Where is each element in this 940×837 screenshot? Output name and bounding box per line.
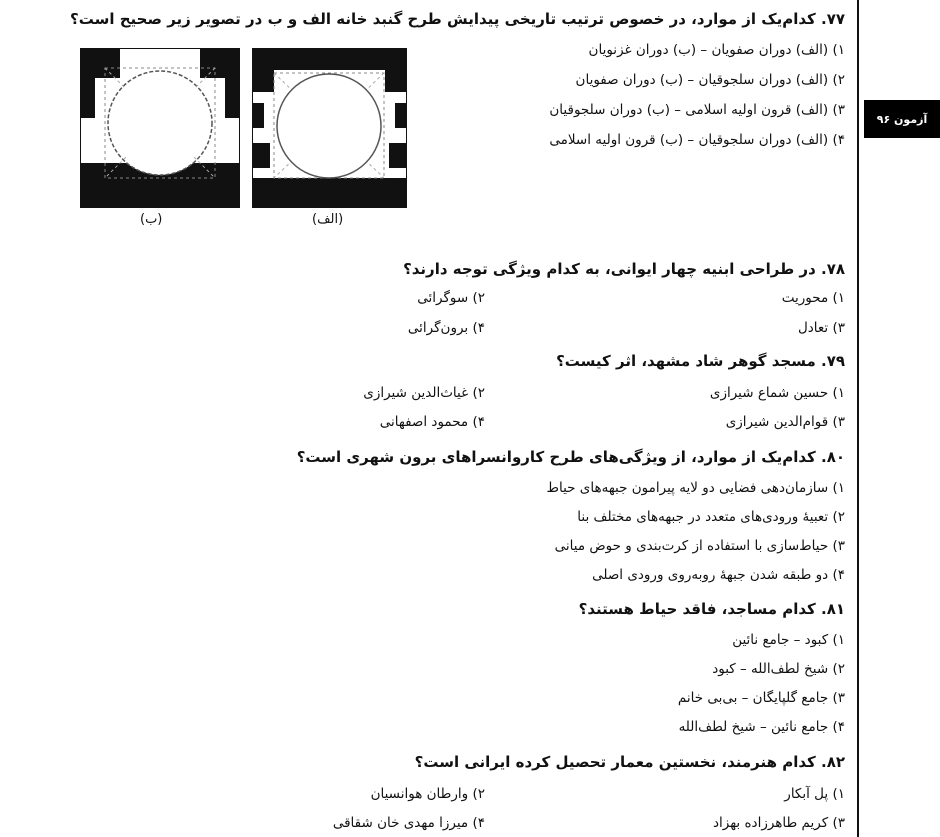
option[interactable]: ۲) شیخ لطف‌الله – کبود	[712, 661, 845, 677]
option[interactable]: ۲) تعبیهٔ ورودی‌های متعدد در جبهه‌های مختلف بنا	[577, 509, 845, 525]
question-title: ۷۸. در طراحی ابنیه چهار ایوانی، به کدام ویژگی توجه دارند؟	[403, 260, 845, 278]
question-title: ۸۲. کدام هنرمند، نخستین معمار تحصیل کرده ایرانی است؟	[414, 753, 845, 771]
dome-plan-figure-a	[252, 48, 407, 208]
option[interactable]: ۴) (الف) دوران سلجوقیان – (ب) قرون اولیه اسلامی	[549, 132, 845, 148]
option[interactable]: ۱) حسین شماع شیرازی	[709, 385, 845, 401]
option[interactable]: ۴) جامع نائین – شیخ لطف‌الله	[678, 719, 845, 735]
option[interactable]: ۱) محوریت	[781, 290, 845, 306]
option[interactable]: ۱) (الف) دوران صفویان – (ب) دوران غزنویان	[588, 42, 845, 58]
option[interactable]: ۲) وارطان هوانسیان	[370, 786, 485, 802]
page-divider-line	[857, 0, 859, 837]
option[interactable]: ۲) سوگرائی	[417, 290, 485, 306]
figure-caption-a: (الف)	[312, 212, 344, 227]
question-title: ۸۱. کدام مساجد، فاقد حیاط هستند؟	[578, 600, 845, 618]
question-title: ۷۷. کدام‌یک از موارد، در خصوص ترتیب تاریخی پیدایش طرح گنبد خانه الف و ب در تصویر زیر صحیح است؟	[70, 10, 845, 28]
question-title: ۸۰. کدام‌یک از موارد، از ویژگی‌های طرح کاروانسراهای برون شهری است؟	[296, 448, 845, 466]
option[interactable]: ۳) (الف) قرون اولیه اسلامی – (ب) دوران سلجوقیان	[549, 102, 845, 118]
option[interactable]: ۳) تعادل	[797, 320, 845, 336]
option[interactable]: ۳) حیاط‌سازی با استفاده از کرت‌بندی و حوض میانی	[554, 538, 845, 554]
option[interactable]: ۴) میرزا مهدی خان شقاقی	[332, 815, 485, 831]
dome-plan-figure-b	[80, 48, 240, 208]
option[interactable]: ۲) (الف) دوران سلجوقیان – (ب) دوران صفویان	[575, 72, 845, 88]
option[interactable]: ۴) محمود اصفهانی	[379, 414, 485, 430]
option[interactable]: ۴) برون‌گرائی	[407, 320, 485, 336]
question-title: ۷۹. مسجد گوهر شاد مشهد، اثر کیست؟	[556, 352, 845, 370]
option[interactable]: ۱) پل آبکار	[784, 786, 845, 802]
option[interactable]: ۳) جامع گلپایگان – بی‌بی خانم	[677, 690, 845, 706]
exam-side-tab: آزمون ۹۶	[864, 100, 940, 138]
option[interactable]: ۳) قوام‌الدین شیرازی	[725, 414, 845, 430]
option[interactable]: ۲) غیاث‌الدین شیرازی	[363, 385, 485, 401]
option[interactable]: ۱) سازمان‌دهی فضایی دو لایه پیرامون جبهه‌های حیاط	[546, 480, 845, 496]
figure-caption-b: (ب)	[140, 212, 163, 227]
option[interactable]: ۳) کریم طاهرزاده بهزاد	[713, 815, 845, 831]
option[interactable]: ۱) کبود – جامع نائین	[732, 632, 845, 648]
option[interactable]: ۴) دو طبقه شدن جبههٔ روبه‌روی ورودی اصلی	[592, 567, 845, 583]
